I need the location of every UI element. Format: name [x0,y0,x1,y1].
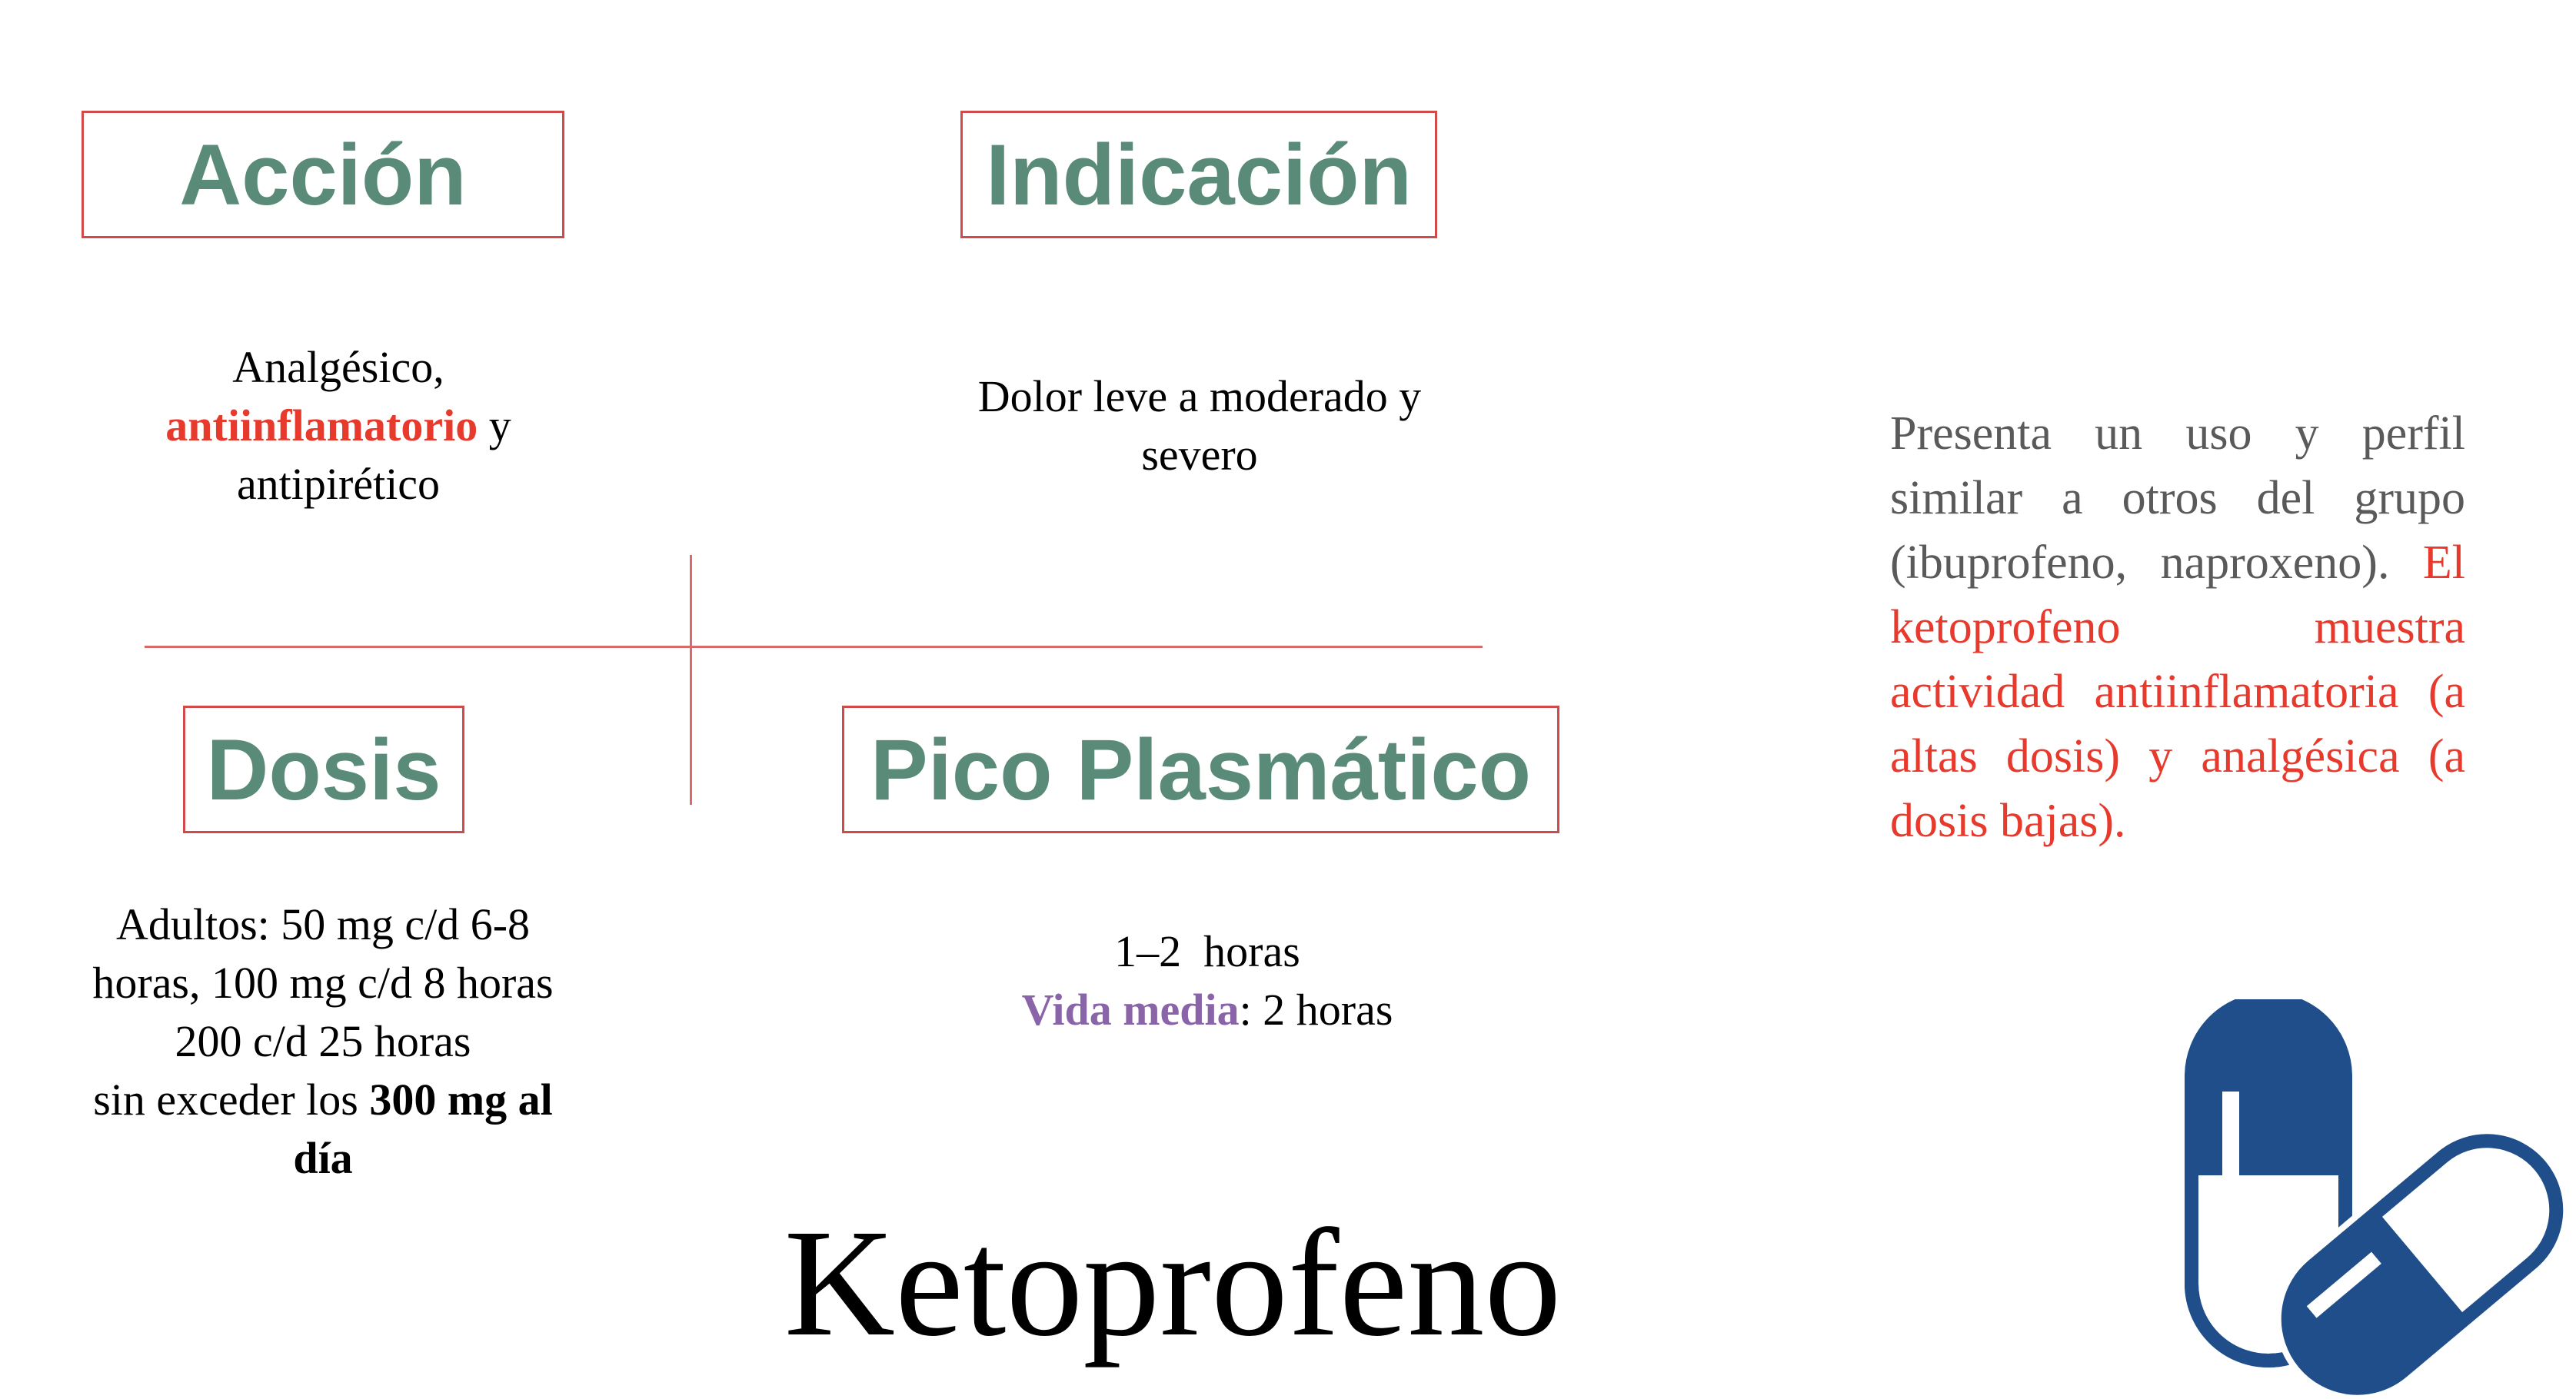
side-note-red: El ketoprofeno muestra actividad antiinflamatoria (a altas dosis) y analgésica (a dosis bajas). [1890,537,2465,847]
vida-media-label: Vida media [1021,985,1240,1035]
dosis-line-2: horas, 100 mg c/d 8 horas [92,958,554,1008]
page-title: Ketoprofeno [784,1198,1562,1368]
heading-accion-text: Acción [179,126,467,223]
heading-dosis-text: Dosis [206,721,441,818]
indicacion-line-1: Dolor leve a moderado y [977,371,1422,421]
heading-pico-text: Pico Plasmático [870,721,1532,818]
vertical-divider [690,555,692,805]
heading-pico-plasmatico [842,706,1559,833]
vida-media-value: : 2 horas [1239,985,1393,1035]
indicacion-line-2: severo [1141,430,1258,480]
dosis-line-3: 200 c/d 25 horas [175,1016,471,1066]
pico-line-2 [923,981,1492,1039]
pico-text [923,922,1492,1039]
dosis-line-1: Adultos: 50 mg c/d 6-8 [115,899,531,949]
accion-text [92,338,584,513]
dosis-dia: día [293,1133,353,1183]
dosis-line-4 [46,1071,600,1129]
dosis-line-4-normal: sin exceder los [93,1075,370,1125]
horizontal-divider [145,646,1483,648]
heading-indicacion [960,111,1437,238]
accion-line-2 [92,397,584,455]
accion-line-1: Analgésico, [232,342,444,392]
capsule-pills-icon [2168,999,2568,1399]
accion-antiinflamatorio: antiinflamatorio [165,400,478,450]
accion-line-2-rest: y [478,400,511,450]
heading-accion [82,111,564,238]
dosis-line-5 [46,1129,600,1188]
dosis-text [46,896,600,1188]
heading-indicacion-text: Indicación [986,126,1412,223]
accion-line-3: antipirético [236,459,441,509]
indicacion-text [892,367,1507,484]
pico-line-1: 1–2 horas [1114,926,1300,976]
dosis-max-dose: 300 mg al [369,1075,553,1125]
side-note-gray: Presenta un uso y perfil similar a otros del grupo (ibuprofeno, naproxeno). [1890,407,2465,589]
heading-dosis [183,706,464,833]
side-note [1890,401,2465,853]
